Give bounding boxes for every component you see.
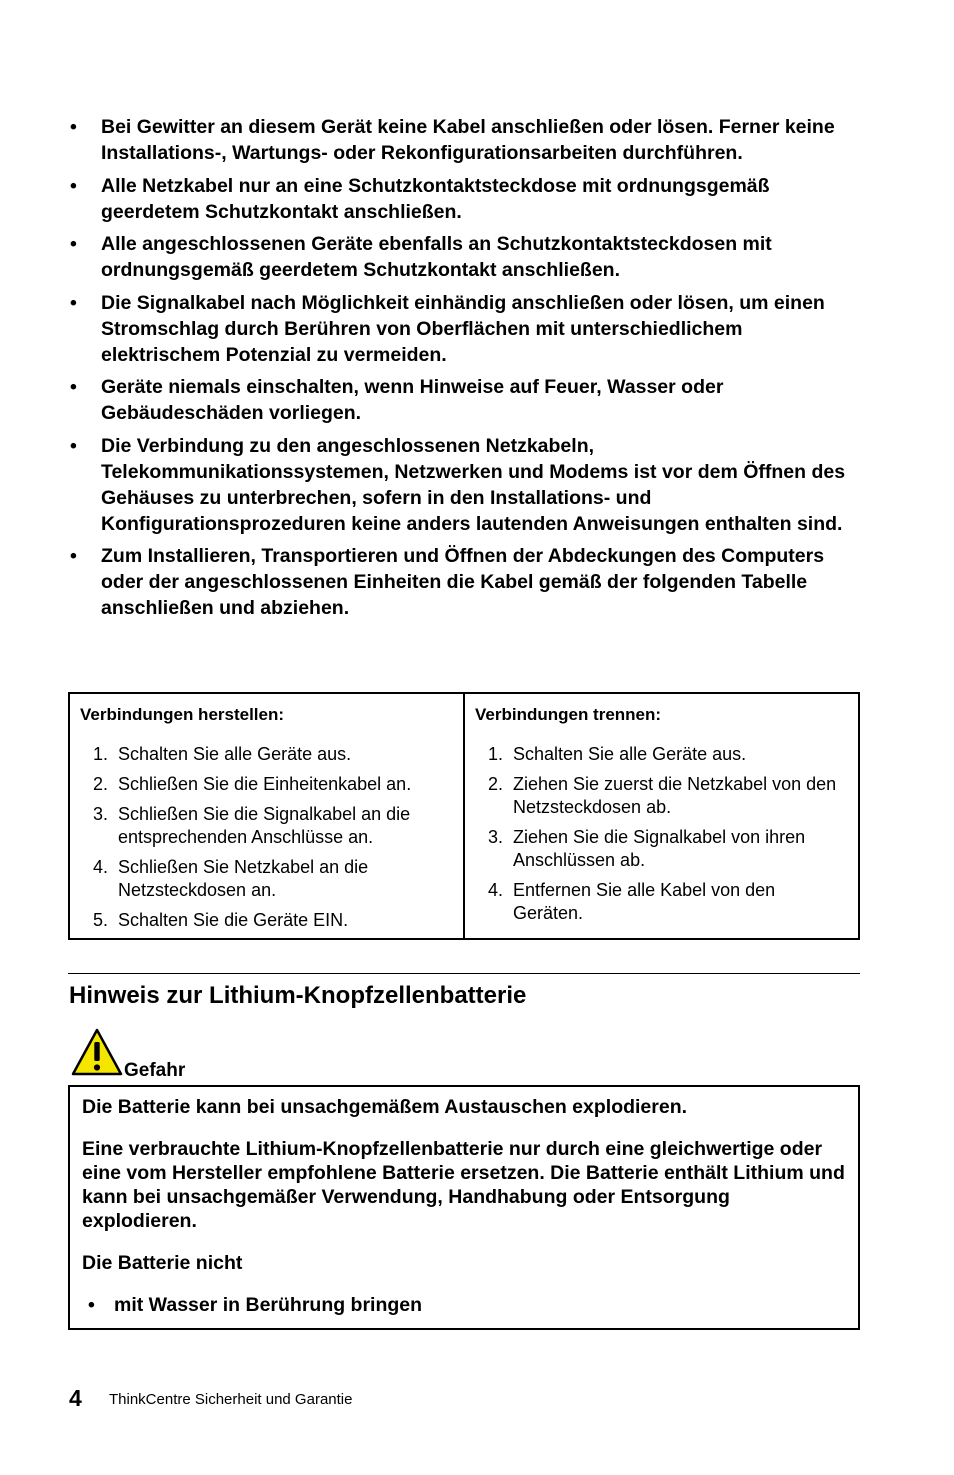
disconnect-column xyxy=(463,694,858,938)
safety-bullet-item xyxy=(70,543,860,621)
step-text: Ziehen Sie die Signalkabel von ihren Anschlüssen ab. xyxy=(513,827,806,870)
connect-step xyxy=(93,743,453,766)
footer-title: ThinkCentre Sicherheit und Garantie xyxy=(109,1391,353,1408)
section-title: Hinweis zur Lithium-Knopfzellenbatterie xyxy=(69,982,527,1009)
disconnect-step xyxy=(488,826,848,872)
disconnect-step xyxy=(488,743,848,766)
bullet-marker: • xyxy=(70,545,77,567)
danger-bullet-item xyxy=(82,1293,846,1317)
bullet-text: Die Verbindung zu den angeschlossenen Netzkabeln, Telekommunikationssystemen, Netzwerken und Modems ist vor dem Öffnen des Gehäuses zu unterbrechen, sofern in den Installations- und Konfigurationsprozeduren keine anders lautenden Anweisungen enthalten sind. xyxy=(101,434,846,535)
safety-bullet-item xyxy=(70,290,860,368)
step-number: 3. xyxy=(93,804,109,824)
bullet-text: Alle angeschlossenen Geräte ebenfalls an Schutzkontaktsteckdosen mit ordnungsgemäß geerdetem Schutzkontakt anschließen. xyxy=(101,233,772,281)
safety-bullet-item xyxy=(70,173,860,225)
connect-heading: Verbindungen herstellen: xyxy=(80,705,285,724)
connect-steps xyxy=(80,743,453,932)
bullet-marker: • xyxy=(88,1294,95,1316)
disconnect-steps xyxy=(475,743,848,925)
danger-box xyxy=(68,1085,860,1330)
step-text: Schließen Sie die Signalkabel an die entsprechenden Anschlüsse an. xyxy=(118,804,411,847)
safety-bullet-item xyxy=(70,114,860,166)
bullet-text: Die Signalkabel nach Möglichkeit einhändig anschließen oder lösen, um einen Stromschlag durch Berühren von Oberflächen mit unterschiedlichem elektrischem Potenzial zu vermeiden. xyxy=(101,291,825,366)
safety-bullet-item xyxy=(70,433,860,537)
connect-step xyxy=(93,856,453,902)
step-number: 4. xyxy=(93,857,109,877)
connect-step xyxy=(93,773,453,796)
step-number: 4. xyxy=(488,880,504,900)
bullet-marker: • xyxy=(70,233,77,255)
step-number: 2. xyxy=(488,774,504,794)
bullet-marker: • xyxy=(70,174,77,197)
step-number: 3. xyxy=(488,827,504,847)
bullet-marker: • xyxy=(70,434,77,457)
disconnect-step xyxy=(488,879,848,925)
danger-paragraph: Die Batterie kann bei unsachgemäßem Austauschen explodieren. xyxy=(82,1096,688,1118)
safety-bullet-list xyxy=(70,114,860,628)
danger-paragraph: Eine verbrauchte Lithium-Knopfzellenbatterie nur durch eine gleichwertige oder eine vom Hersteller empfohlene Batterie ersetzen. Die Batterie enthält Lithium und kann bei unsachgemäßer Verwendung, Handhabung oder Entsorgung explodieren. xyxy=(82,1138,845,1232)
connect-step xyxy=(93,803,453,849)
danger-paragraph: Die Batterie nicht xyxy=(82,1252,243,1274)
step-text: Schalten Sie die Geräte EIN. xyxy=(118,910,349,930)
bullet-text: Geräte niemals einschalten, wenn Hinweise auf Feuer, Wasser oder Gebäudeschäden vorliegen. xyxy=(101,376,724,424)
step-number: 5. xyxy=(93,910,109,930)
bullet-text: Bei Gewitter an diesem Gerät keine Kabel anschließen oder lösen. Ferner keine Installations-, Wartungs- oder Rekonfigurationsarbeiten durchführen. xyxy=(101,116,835,164)
bullet-text: Zum Installieren, Transportieren und Öffnen der Abdeckungen des Computers oder der angeschlossenen Einheiten die Kabel gemäß der folgenden Tabelle anschließen und abziehen. xyxy=(101,545,825,619)
danger-label: Gefahr xyxy=(124,1060,186,1081)
safety-bullet-item xyxy=(70,374,860,426)
connection-table xyxy=(68,692,860,940)
step-text: Schalten Sie alle Geräte aus. xyxy=(118,744,352,764)
step-text: Schließen Sie die Einheitenkabel an. xyxy=(118,774,412,794)
step-text: Ziehen Sie zuerst die Netzkabel von den Netzsteckdosen ab. xyxy=(513,774,837,817)
disconnect-step xyxy=(488,773,848,819)
step-text: Schalten Sie alle Geräte aus. xyxy=(513,744,747,764)
danger-bullet-text: mit Wasser in Berührung bringen xyxy=(114,1294,423,1316)
step-text: Schließen Sie Netzkabel an die Netzsteckdosen an. xyxy=(118,857,369,900)
step-text: Entfernen Sie alle Kabel von den Geräten. xyxy=(513,880,776,923)
connect-step xyxy=(93,909,453,932)
connect-column xyxy=(70,694,463,938)
warning-triangle-icon xyxy=(71,1028,123,1076)
section-divider xyxy=(68,973,860,974)
safety-bullet-item xyxy=(70,231,860,283)
bullet-marker: • xyxy=(70,116,77,138)
step-number: 1. xyxy=(93,744,109,764)
bullet-marker: • xyxy=(70,376,77,398)
disconnect-heading: Verbindungen trennen: xyxy=(475,705,662,724)
step-number: 1. xyxy=(488,744,504,764)
bullet-marker: • xyxy=(70,291,77,314)
bullet-text: Alle Netzkabel nur an eine Schutzkontaktsteckdose mit ordnungsgemäß geerdetem Schutzkontakt anschließen. xyxy=(101,174,770,223)
page-number: 4 xyxy=(69,1385,82,1411)
step-number: 2. xyxy=(93,774,109,794)
